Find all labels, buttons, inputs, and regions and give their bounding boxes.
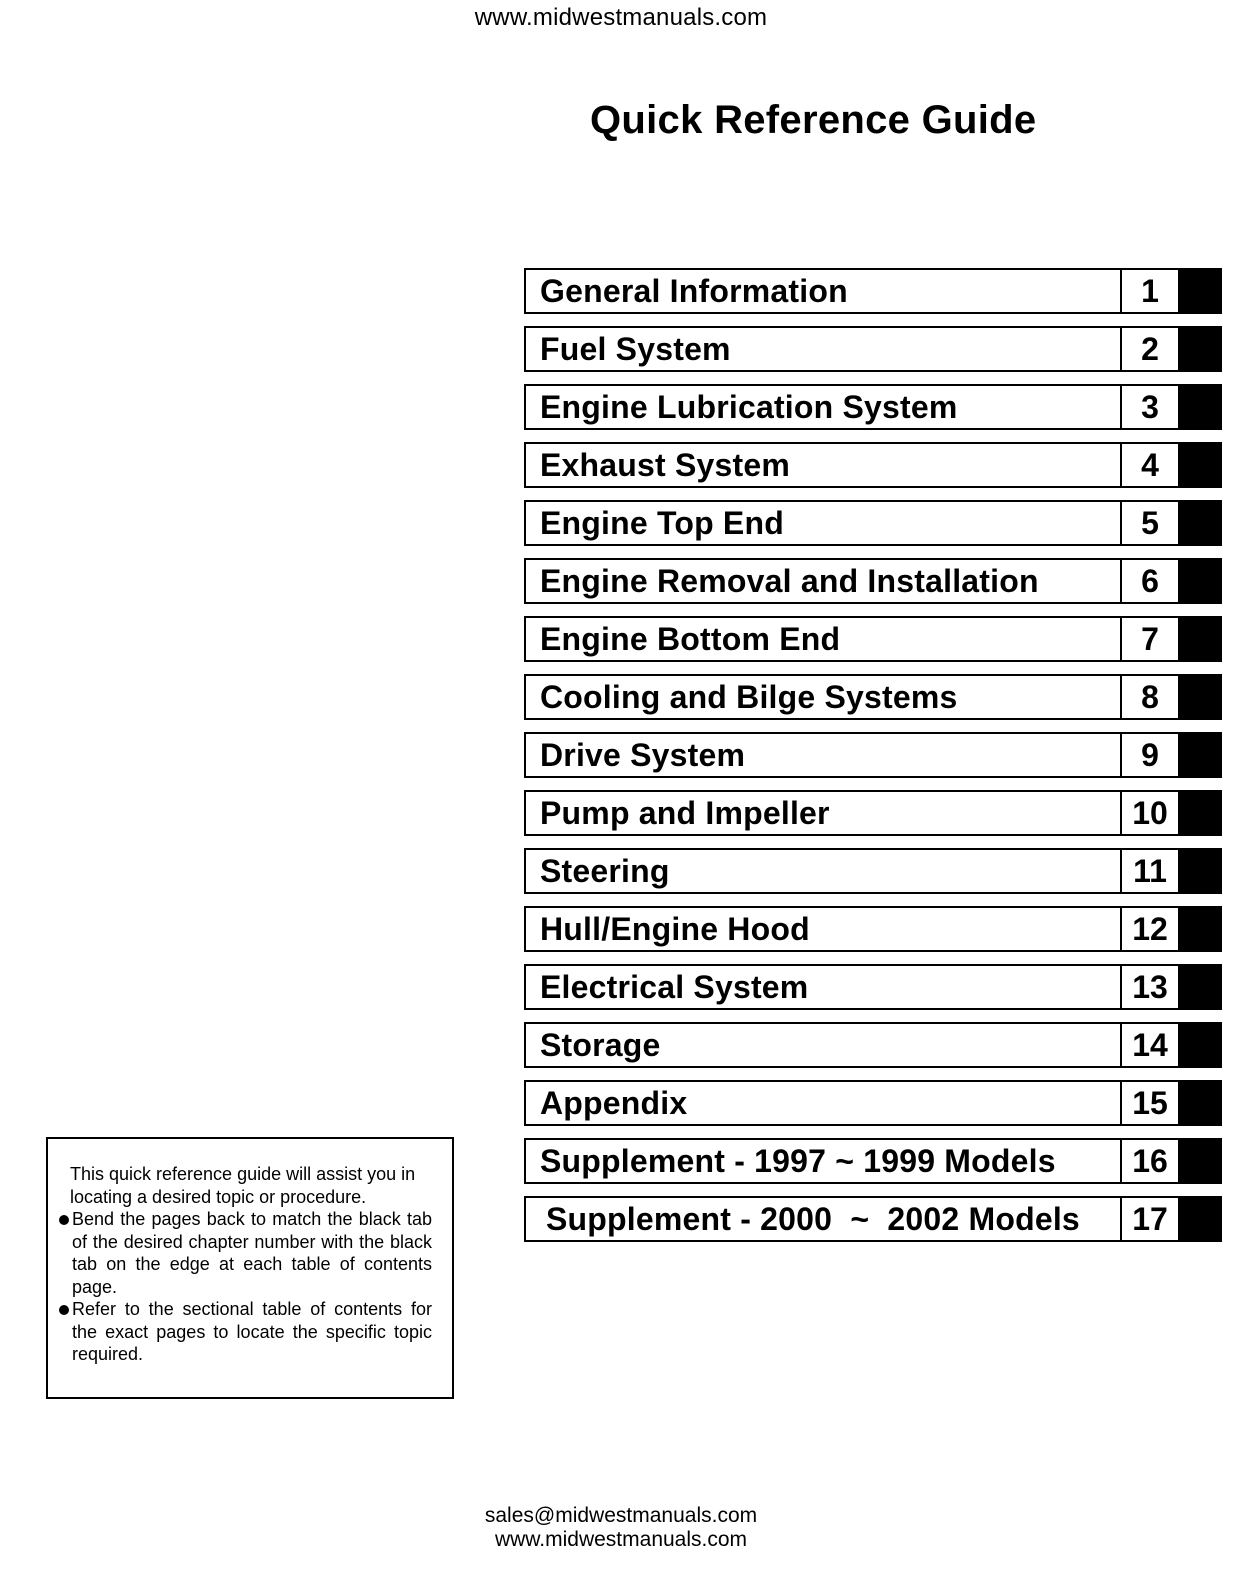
black-tab-marker (1180, 732, 1222, 778)
toc-row-engine-lubrication-system[interactable] (524, 384, 1234, 430)
instructions-intro: This quick reference guide will assist you in locating a desired topic or procedure. (70, 1164, 416, 1207)
header-url[interactable]: www.midwestmanuals.com (474, 4, 768, 31)
toc-label: Drive System (524, 732, 1120, 778)
toc-row-exhaust-system[interactable] (524, 442, 1234, 488)
toc-row-hull-engine-hood[interactable] (524, 906, 1234, 952)
toc-chapter-number: 14 (1120, 1022, 1180, 1068)
toc-label: Hull/Engine Hood (524, 906, 1120, 952)
instruction-bullet-text: Bend the pages back to match the black tab of the desired chapter number with the black tab on the edge at each table of contents page. (72, 1209, 432, 1297)
toc-row-supplement-2000-2002[interactable] (524, 1196, 1234, 1242)
toc-label: Supplement - 2000 ~ 2002 Models (524, 1196, 1120, 1242)
toc-label: Supplement - 1997 ~ 1999 Models (524, 1138, 1120, 1184)
toc-label: Engine Lubrication System (524, 384, 1120, 430)
black-tab-marker (1180, 674, 1222, 720)
black-tab-marker (1180, 558, 1222, 604)
bullet-dot-icon (59, 1305, 69, 1315)
toc-label: Engine Removal and Installation (524, 558, 1120, 604)
toc-row-drive-system[interactable] (524, 732, 1234, 778)
toc-chapter-number: 8 (1120, 674, 1180, 720)
toc-chapter-number: 1 (1120, 268, 1180, 314)
toc-chapter-number: 17 (1120, 1196, 1180, 1242)
instruction-bullet (60, 1208, 432, 1298)
toc-row-pump-and-impeller[interactable] (524, 790, 1234, 836)
black-tab-marker (1180, 268, 1222, 314)
toc-row-cooling-and-bilge-systems[interactable] (524, 674, 1234, 720)
chapter-index (524, 268, 1234, 1254)
toc-row-engine-top-end[interactable] (524, 500, 1234, 546)
usage-instructions-box (46, 1137, 454, 1399)
toc-label: Cooling and Bilge Systems (524, 674, 1120, 720)
black-tab-marker (1180, 442, 1222, 488)
toc-chapter-number: 3 (1120, 384, 1180, 430)
black-tab-marker (1180, 1138, 1222, 1184)
toc-row-supplement-1997-1999[interactable] (524, 1138, 1234, 1184)
toc-label: Fuel System (524, 326, 1120, 372)
instruction-bullet (60, 1298, 432, 1366)
toc-chapter-number: 2 (1120, 326, 1180, 372)
toc-label: Engine Bottom End (524, 616, 1120, 662)
toc-chapter-number: 9 (1120, 732, 1180, 778)
toc-chapter-number: 6 (1120, 558, 1180, 604)
toc-chapter-number: 12 (1120, 906, 1180, 952)
toc-chapter-number: 5 (1120, 500, 1180, 546)
toc-chapter-number: 11 (1120, 848, 1180, 894)
black-tab-marker (1180, 790, 1222, 836)
bullet-dot-icon (59, 1215, 69, 1225)
black-tab-marker (1180, 1022, 1222, 1068)
black-tab-marker (1180, 1196, 1222, 1242)
toc-label: Appendix (524, 1080, 1120, 1126)
toc-chapter-number: 4 (1120, 442, 1180, 488)
toc-row-storage[interactable] (524, 1022, 1234, 1068)
footer-contact (0, 1504, 1242, 1552)
footer-email[interactable]: sales@midwestmanuals.com (484, 1504, 758, 1527)
toc-label: Electrical System (524, 964, 1120, 1010)
black-tab-marker (1180, 500, 1222, 546)
toc-chapter-number: 15 (1120, 1080, 1180, 1126)
black-tab-marker (1180, 326, 1222, 372)
toc-row-general-information[interactable] (524, 268, 1234, 314)
toc-chapter-number: 7 (1120, 616, 1180, 662)
instruction-bullet-text: Refer to the sectional table of contents for the exact pages to locate the specific topic required. (72, 1299, 432, 1364)
page-title: Quick Reference Guide (590, 98, 1037, 142)
toc-chapter-number: 16 (1120, 1138, 1180, 1184)
black-tab-marker (1180, 384, 1222, 430)
toc-label: Exhaust System (524, 442, 1120, 488)
toc-row-electrical-system[interactable] (524, 964, 1234, 1010)
toc-row-engine-removal-and-installation[interactable] (524, 558, 1234, 604)
toc-label: Pump and Impeller (524, 790, 1120, 836)
black-tab-marker (1180, 616, 1222, 662)
toc-row-appendix[interactable] (524, 1080, 1234, 1126)
black-tab-marker (1180, 1080, 1222, 1126)
toc-label: Steering (524, 848, 1120, 894)
toc-label: Engine Top End (524, 500, 1120, 546)
black-tab-marker (1180, 964, 1222, 1010)
black-tab-marker (1180, 906, 1222, 952)
toc-row-fuel-system[interactable] (524, 326, 1234, 372)
toc-chapter-number: 10 (1120, 790, 1180, 836)
footer-url[interactable]: www.midwestmanuals.com (494, 1528, 748, 1551)
toc-row-engine-bottom-end[interactable] (524, 616, 1234, 662)
toc-chapter-number: 13 (1120, 964, 1180, 1010)
black-tab-marker (1180, 848, 1222, 894)
toc-label: Storage (524, 1022, 1120, 1068)
toc-label: General Information (524, 268, 1120, 314)
toc-row-steering[interactable] (524, 848, 1234, 894)
